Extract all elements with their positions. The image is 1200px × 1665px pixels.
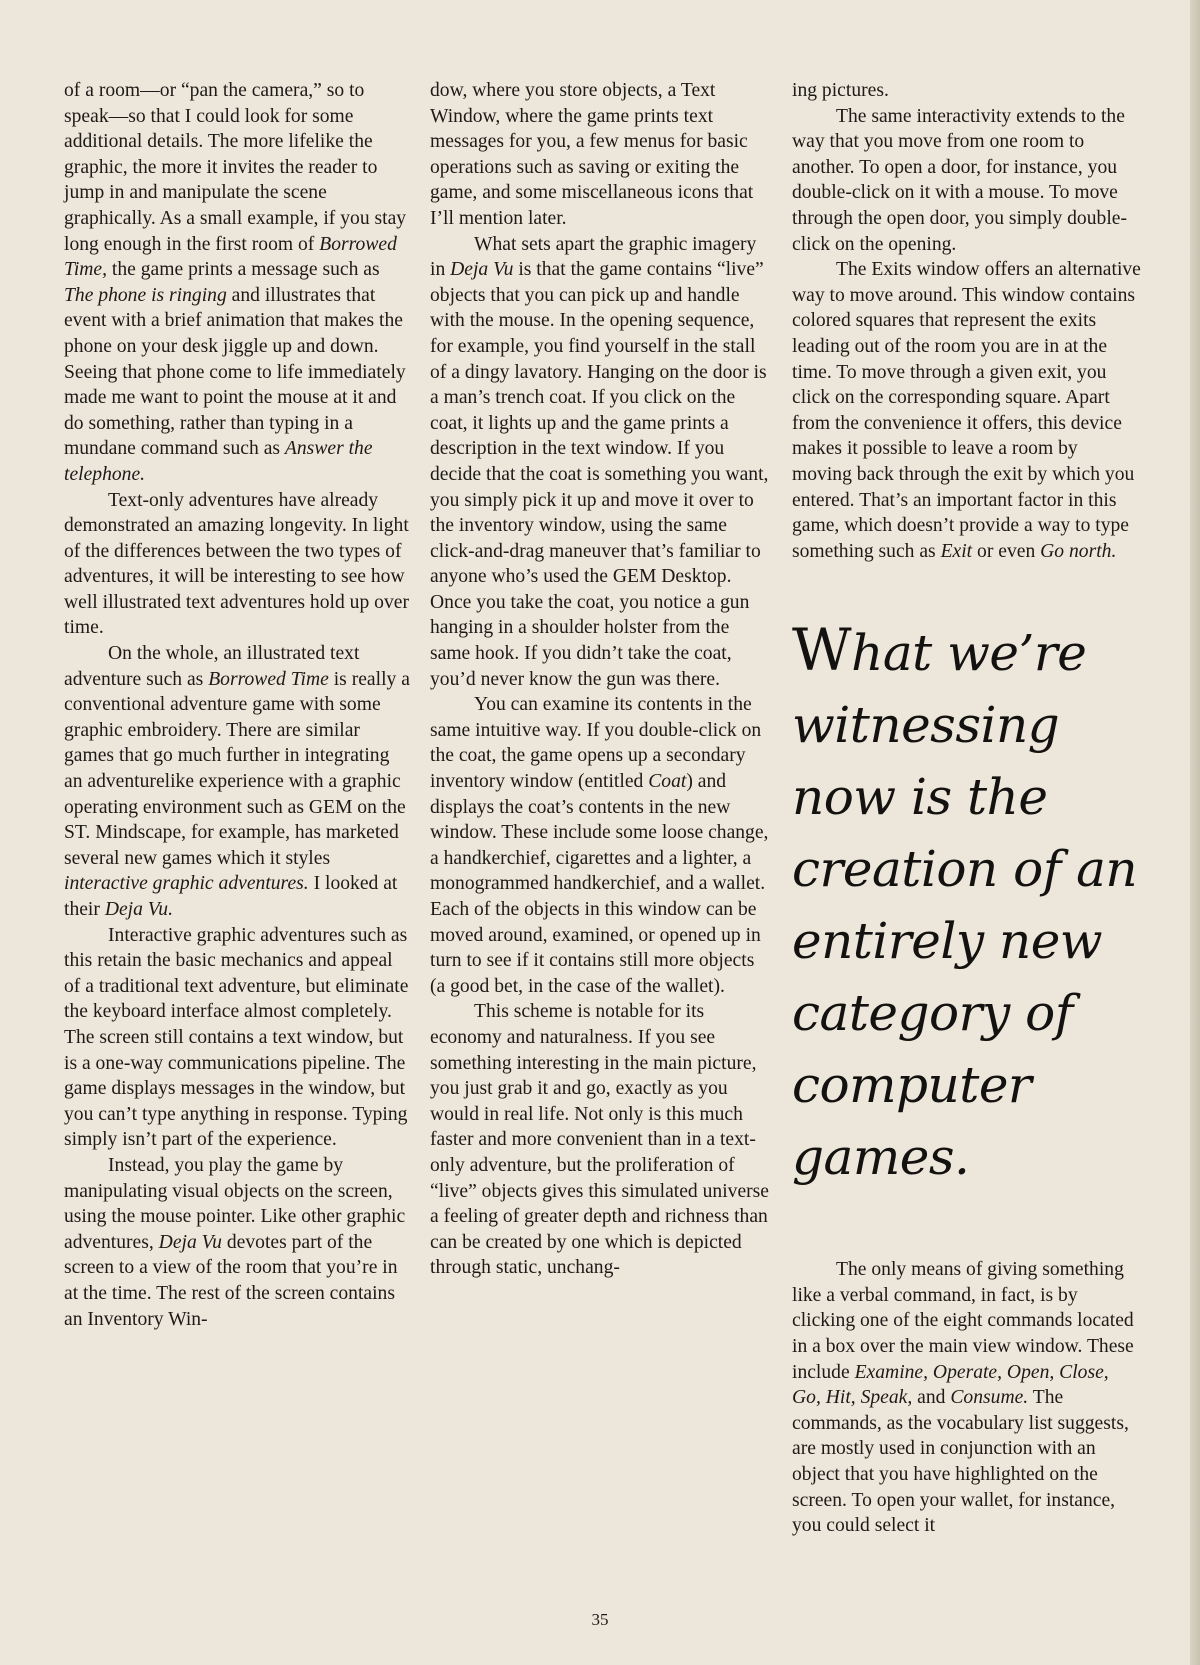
paragraph: ing pictures.: [792, 80, 889, 101]
paragraph: The Exits window offers an alternative way to move around. This window contains colored squares that represent the exits leading out of the room you are in at the time. To move through a given exit, you click on the corresponding square. Apart from the convenience it offers, this device makes it possible to leave a room by moving back through the exit by which you entered. That’s an important factor in this game, which doesn’t provide a way to type something such as Exit or even Go north.: [792, 259, 1141, 562]
text-column-1: [64, 78, 412, 1332]
page-number: 35: [591, 1610, 609, 1629]
text-column-2: [430, 78, 770, 1281]
paragraph: dow, where you store objects, a Text Window, where the game prints text messages for you, a few menus for basic operations such as saving or exiting the game, and some miscellaneous icons that I’ll mention later.: [430, 80, 754, 229]
paragraph: What sets apart the graphic imagery in Deja Vu is that the game contains “live” objects that you can pick up and handle with the mouse. In the opening sequence, for example, you find yourself in the stall of a dingy lavatory. Hanging on the door is a man’s trench coat. If you click on the coat, it lights up and the game prints a description in the text window. If you decide that the coat is something you want, you simply pick it up and move it over to the inventory window, using the same click-and-drag maneuver that’s familiar to anyone who’s used the GEM Desktop. Once you take the coat, you notice a gun hanging in a shoulder holster from the same hook. If you didn’t take the coat, you’d never know the gun was there.: [430, 233, 769, 690]
paragraph: The same interactivity extends to the way that you move from one room to another. To open a door, for instance, you double-click on it with a mouse. To move through the open door, you simply double-click on the opening.: [792, 105, 1127, 255]
paragraph: of a room—or “pan the camera,” so to speak—so that I could look for some additional details. The more lifelike the graphic, the more it invites the reader to jump in and manipulate the scene graphically. As a small example, if you stay long enough in the first room of Borrowed Time, the game prints a message such as The phone is ringing and illustrates that event with a brief animation that makes the phone on your desk jiggle up and down. Seeing that phone come to life immediately made me want to point the mouse at it and do something, rather than typing in a mundane command such as Answer the telephone.: [64, 80, 407, 485]
paragraph: You can examine its contents in the same intuitive way. If you double-click on the coat, the game opens up a secondary inventory window (entitled Coat) and displays the coat’s contents in the new window. These include some loose change, a handkerchief, cigarettes and a lighter, a monogrammed handkerchief, and a wallet. Each of the objects in this window can be moved around, examined, or opened up in turn to see if it contains still more objects (a good bet, in the case of the wallet).: [430, 694, 769, 997]
paragraph: This scheme is notable for its economy and naturalness. If you see something interesting in the main picture, you just grab it and go, exactly as you would in real life. Not only is this much faster and more convenient than in a text-only adventure, but the proliferation of “live” objects gives this simulated universe a feeling of greater depth and richness than can be created by one which is depicted through static, unchang-: [430, 1001, 769, 1279]
paragraph: Instead, you play the game by manipulating visual objects on the screen, using the mouse pointer. Like other graphic adventures, Deja Vu devotes part of the screen to a view of the room that you’re in at the time. The rest of the screen contains an Inventory Win-: [64, 1154, 406, 1330]
paragraph: The only means of giving something like a verbal command, in fact, is by clicking one of the eight commands located in a box over the main view window. These include Examine, Operate, Open, Close, Go, Hit, Speak, and Consume. The commands, as the vocabulary list suggests, are mostly used in conjunction with an object that you have highlighted on the screen. To open your wallet, for instance, you could select it: [792, 1259, 1134, 1537]
pull-quote: What we’re witnessing now is the creation of an entirely new category of computer games.: [792, 616, 1138, 1187]
paragraph: Interactive graphic adventures such as this retain the basic mechanics and appeal of a traditional text adventure, but eliminate the keyboard interface almost completely. The screen still contains a text window, but is a one-way communications pipeline. The game displays messages in the window, but you can’t type anything in response. Typing simply isn’t part of the experience.: [64, 924, 409, 1151]
page-edge: [1190, 0, 1200, 1665]
paragraph: Text-only adventures have already demonstrated an amazing longevity. In light of the differences between the two types of adventures, it will be interesting to see how well illustrated text adventures hold up over time.: [64, 489, 409, 639]
text-column-3: [792, 78, 1142, 1539]
paragraph: On the whole, an illustrated text adventure such as Borrowed Time is really a conventional adventure game with some graphic embroidery. There are similar games that go much further in integrating an adventurelike experience with a graphic operating environment such as GEM on the ST. Mindscape, for example, has marketed several new games which it styles interactive graphic adventures. I looked at their Deja Vu.: [64, 643, 410, 920]
